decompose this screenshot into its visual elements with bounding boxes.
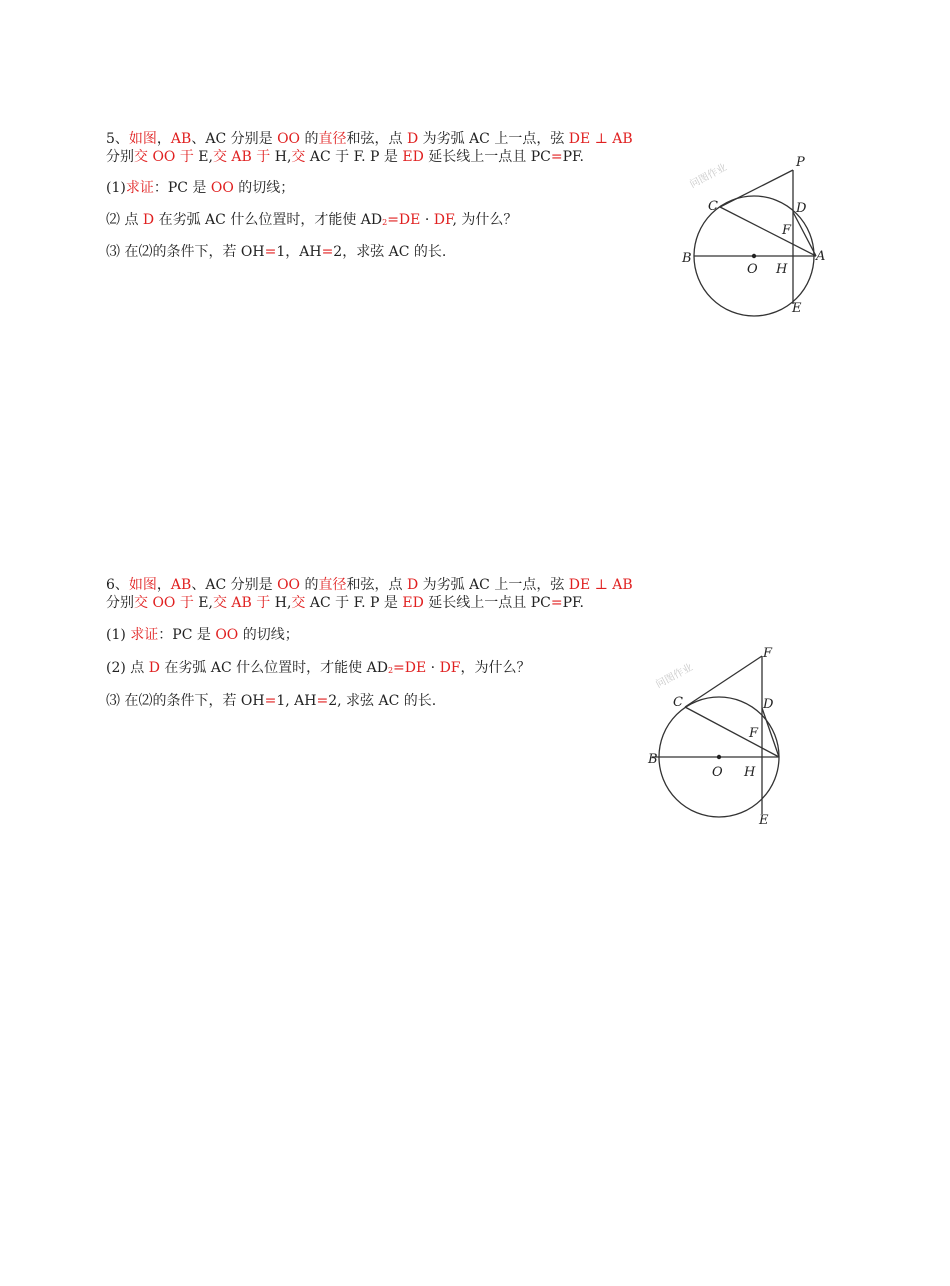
text-run: ， [156, 131, 171, 147]
text-run: 的 [300, 131, 319, 147]
text-run: ，为什么？ [460, 660, 531, 676]
text-run: AB [170, 131, 192, 147]
text-run: 1，AH [276, 244, 322, 260]
text-run: (1) [106, 627, 131, 643]
text-run: ⑵ 点 [106, 212, 143, 228]
text-run: 交 AB 于 [212, 149, 271, 165]
text-run: D [142, 212, 155, 228]
problem-5-line-1 [106, 130, 666, 148]
text-run: 2，求弦 AC 的长. [333, 244, 447, 260]
text-run: = [264, 244, 277, 260]
problem-5-figure [670, 150, 850, 324]
text-run: · [426, 660, 440, 676]
text-run: AC 于 F. P 是 [305, 149, 403, 165]
label-e: E [759, 813, 769, 828]
text-run: OO [215, 627, 239, 643]
label-c: C [708, 199, 718, 214]
text-run: = [550, 595, 563, 611]
text-run: =DE [387, 212, 421, 228]
geometry-diagram [648, 648, 808, 833]
text-run: D [148, 660, 160, 676]
text-run: = [264, 693, 277, 709]
text-run: 的切线； [238, 627, 299, 643]
label-h: H [776, 262, 788, 277]
text-run: DF [439, 660, 461, 676]
text-run: ， [156, 577, 171, 593]
text-run: 2, 求弦 AC 的长. [328, 693, 437, 709]
problem-6-question-1 [106, 626, 666, 644]
center-point [752, 254, 756, 258]
label-f: F [782, 223, 792, 238]
text-run: · [420, 212, 434, 228]
geometry-diagram [670, 150, 850, 320]
text-run: 为劣弧 AC 上一点，弦 [418, 131, 569, 147]
text-run: DE ⊥ AB [568, 131, 633, 147]
subscript: 2 [387, 666, 394, 675]
text-run: =DE [393, 660, 427, 676]
label-p: F [763, 646, 773, 661]
text-run: 交 OO 于 [134, 149, 194, 165]
watermark: 问图作业 [688, 162, 729, 191]
segment-pc [720, 170, 793, 207]
label-h: H [744, 765, 756, 780]
text-run: = [550, 149, 563, 165]
text-run: ED [402, 595, 424, 611]
text-run: ⑶ 在⑵的条件下，若 OH [106, 244, 265, 260]
problem-6-question-3 [106, 692, 666, 710]
label-b: B [648, 752, 658, 767]
problem-6-line-1 [106, 576, 666, 594]
text-run: (2) 点 [106, 660, 149, 676]
text-run: OO [277, 131, 301, 147]
label-b: B [682, 251, 692, 266]
text-run: E, [193, 595, 213, 611]
text-run: , 为什么？ [452, 212, 518, 228]
segment-pc [685, 656, 762, 707]
text-run: OO [210, 180, 234, 196]
text-run: 延长线上一点且 PC [423, 595, 551, 611]
problem-number: 6、 [106, 577, 129, 593]
watermark: 问图作业 [654, 662, 695, 691]
text-run: 分别 [106, 149, 134, 165]
text-run: 求证 [130, 627, 159, 643]
text-run: H, [270, 149, 292, 165]
label-d: D [796, 201, 807, 216]
text-run: 交 [291, 595, 306, 611]
text-run: 如图 [128, 131, 157, 147]
text-run: DE ⊥ AB [568, 577, 633, 593]
text-run: 求证 [125, 180, 154, 196]
text-run: 在劣弧 AC 什么位置时，才能使 AD [159, 660, 388, 676]
center-point [717, 755, 721, 759]
text-run: 1, AH [276, 693, 317, 709]
text-run: 直径 [318, 131, 347, 147]
problem-6-line-2 [106, 594, 666, 612]
text-run: 、AC 分别是 [191, 131, 278, 147]
label-c: C [673, 695, 683, 710]
text-run: 在劣弧 AC 什么位置时，才能使 AD [154, 212, 383, 228]
text-run: AB [170, 577, 192, 593]
problem-number: 5、 [106, 131, 129, 147]
problem-6-figure [648, 648, 808, 837]
text-run: DF [433, 212, 453, 228]
subscript: 2 [382, 218, 388, 227]
problem-5-question-1 [106, 179, 666, 197]
text-run: ⑶ 在⑵的条件下，若 OH [106, 693, 265, 709]
text-run: 的切线； [233, 180, 295, 196]
text-run: = [316, 693, 329, 709]
text-run: = [321, 244, 334, 260]
text-run: ：PC 是 [153, 180, 211, 196]
problem-5-question-2 [106, 211, 666, 229]
text-run: H, [270, 595, 292, 611]
text-run: ED [402, 149, 424, 165]
text-run: 分别 [106, 595, 134, 611]
text-run: 延长线上一点且 PC [423, 149, 551, 165]
label-e: E [792, 301, 802, 316]
text-run: 的 [300, 577, 319, 593]
text-run: D [406, 131, 419, 147]
text-run: 和弦，点 [346, 131, 407, 147]
label-o: O [747, 262, 758, 277]
text-run: 交 [291, 149, 306, 165]
text-run: 为劣弧 AC 上一点，弦 [418, 577, 569, 593]
text-run: OO [277, 577, 301, 593]
text-run: AC 于 F. P 是 [305, 595, 403, 611]
text-run: ：PC 是 [158, 627, 216, 643]
text-run: 和弦，点 [346, 577, 407, 593]
text-run: 交 AB 于 [212, 595, 271, 611]
text-run: PF. [562, 149, 584, 165]
problem-5 [106, 130, 666, 261]
segment-da [793, 212, 816, 256]
text-run: PF. [562, 595, 584, 611]
text-run: D [406, 577, 419, 593]
label-f: F [749, 726, 759, 741]
problem-5-question-3 [106, 243, 666, 261]
problem-5-line-2 [106, 148, 666, 166]
label-o: O [712, 765, 723, 780]
label-d: D [763, 697, 774, 712]
text-run: 、AC 分别是 [191, 577, 278, 593]
label-a: A [816, 249, 826, 264]
text-run: 直径 [318, 577, 347, 593]
label-p: P [796, 155, 805, 170]
text-run: E, [193, 149, 213, 165]
problem-6-question-2 [106, 659, 666, 677]
problem-6 [106, 576, 666, 710]
text-run: 交 OO 于 [134, 595, 194, 611]
text-run: 如图 [128, 577, 157, 593]
text-run: (1) [106, 180, 126, 196]
